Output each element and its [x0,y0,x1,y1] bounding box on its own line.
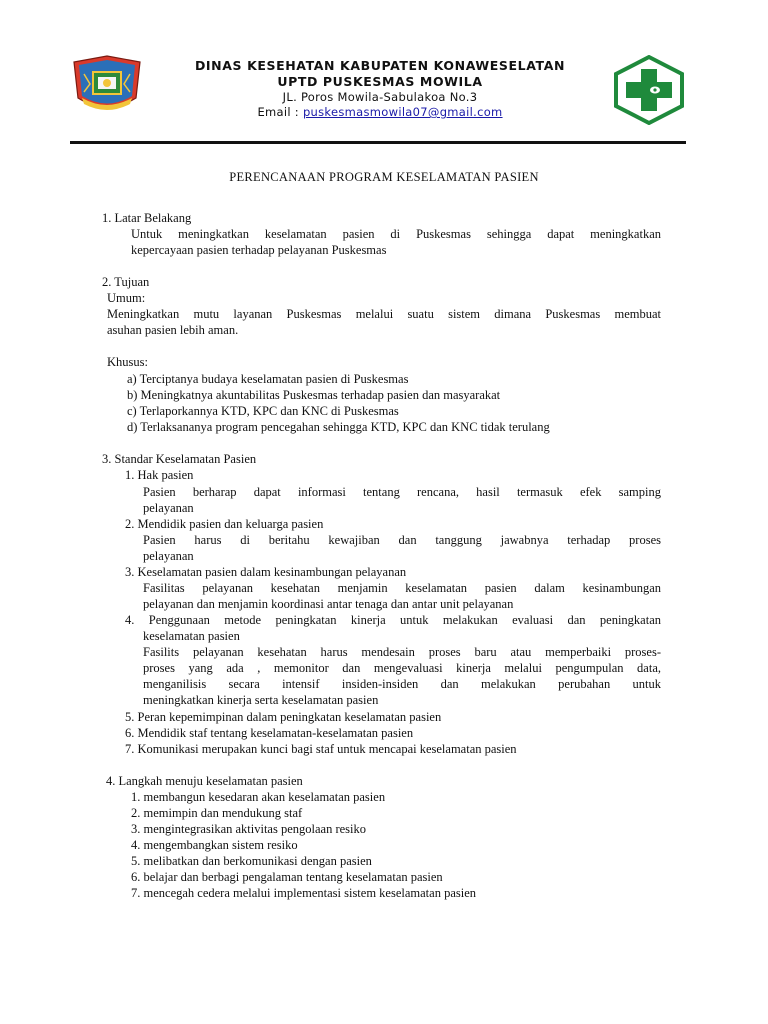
khusus-label: Khusus: [107,355,148,369]
paragraph-line: pelayanan [143,549,194,563]
paragraph-line: proses yang ada , memonitor dan mengevaluasi kinerja melalui pengumpulan data, [143,661,661,675]
puskesmas-logo-icon [612,55,686,125]
list-item: b) Meningkatnya akuntabilitas Puskesmas terhadap pasien dan masyarakat [127,388,501,402]
list-item: 3. Keselamatan pasien dalam kesinambungan pelayanan [125,565,407,579]
item-4-heading [125,612,661,628]
section-1-heading: 1. Latar Belakang [102,211,192,225]
email-link[interactable]: puskesmasmowila07@gmail.com [302,105,503,119]
umum-label: Umum: [107,291,146,305]
paragraph-line: Pasien harus di beritahu kewajiban dan tanggung jawabnya terhadap proses [143,533,661,547]
paragraph-line: Untuk meningkatkan keselamatan pasien di Puskesmas sehingga dapat meningkatkan [131,227,661,241]
paragraph-line: asuhan pasien lebih aman. [107,323,239,337]
paragraph-line: keselamatan pasien [143,629,240,643]
umum-paragraph [107,306,661,338]
list-item: 1. Hak pasien [125,468,194,482]
paragraph-line: kepercayaan pasien terhadap pelayanan Puskesmas [131,243,387,257]
list-item: 7. Komunikasi merupakan kunci bagi staf untuk mencapai keselamatan pasien [125,742,517,756]
paragraph-line: Meningkatkan mutu layanan Puskesmas melalui suatu sistem dimana Puskesmas membuat [107,307,661,321]
item-1-description [143,484,661,516]
list-item: 2. Mendidik pasien dan keluarga pasien [125,517,324,531]
item-3-description [143,580,661,612]
document-title: PERENCANAAN PROGRAM KESELAMATAN PASIEN [229,170,539,184]
list-item: 5. Peran kepemimpinan dalam peningkatan keselamatan pasien [125,710,442,724]
paragraph-line: pelayanan [143,501,194,515]
paragraph-line: Pasien berharap dapat informasi tentang rencana, hasil termasuk efek samping [143,485,661,499]
email-label: Email : [257,105,303,119]
paragraph-line: 4. Penggunaan metode peningkatan kinerja untuk melakukan evaluasi dan peningkatan [125,613,661,627]
paragraph-line: Fasilitas pelayanan kesehatan menjamin keselamatan pasien dalam kesinambungan [143,581,661,595]
paragraph-line: Fasilits pelayanan kesehatan harus mendesain proses baru atau memperbaiki proses- [143,645,661,659]
list-item: a) Terciptanya budaya keselamatan pasien di Puskesmas [127,372,409,386]
letterhead-rule [70,141,686,144]
paragraph-line: pelayanan dan menjamin koordinasi antar tenaga dan antar unit pelayanan [143,597,514,611]
section-1-paragraph [131,226,661,258]
item-4-description [143,628,661,708]
section-3-heading: 3. Standar Keselamatan Pasien [102,452,257,466]
list-item: 6. belajar dan berbagi pengalaman tentang keselamatan pasien [131,870,443,884]
unit-name: UPTD PUSKESMAS MOWILA [277,74,483,89]
agency-name: DINAS KESEHATAN KABUPATEN KONAWESELATAN [194,58,566,73]
paragraph-line: menganilisis secara intensif insiden-insiden dan melakukan perubahan untuk [143,677,661,691]
address: JL. Poros Mowila-Sabulakoa No.3 [282,90,478,104]
list-item: 1. membangun kesedaran akan keselamatan pasien [131,790,386,804]
list-item: 6. Mendidik staf tentang keselamatan-keselamatan pasien [125,726,414,740]
email-line [150,105,610,120]
list-item: d) Terlaksananya program pencegahan sehingga KTD, KPC dan KNC tidak terulang [127,420,550,434]
list-item: c) Terlaporkannya KTD, KPC dan KNC di Puskesmas [127,404,399,418]
kabupaten-emblem-icon [70,54,144,114]
list-item: 7. mencegah cedera melalui implementasi sistem keselamatan pasien [131,886,477,900]
letterhead [150,58,610,120]
section-2-heading: 2. Tujuan [102,275,150,289]
section-4-heading: 4. Langkah menuju keselamatan pasien [106,774,303,788]
paragraph-line: meningkatkan kinerja serta keselamatan pasien [143,693,379,707]
item-2-description [143,532,661,564]
list-item: 3. mengintegrasikan aktivitas pengolaan resiko [131,822,367,836]
list-item: 4. mengembangkan sistem resiko [131,838,298,852]
list-item: 5. melibatkan dan berkomunikasi dengan pasien [131,854,372,868]
list-item: 2. memimpin dan mendukung staf [131,806,303,820]
